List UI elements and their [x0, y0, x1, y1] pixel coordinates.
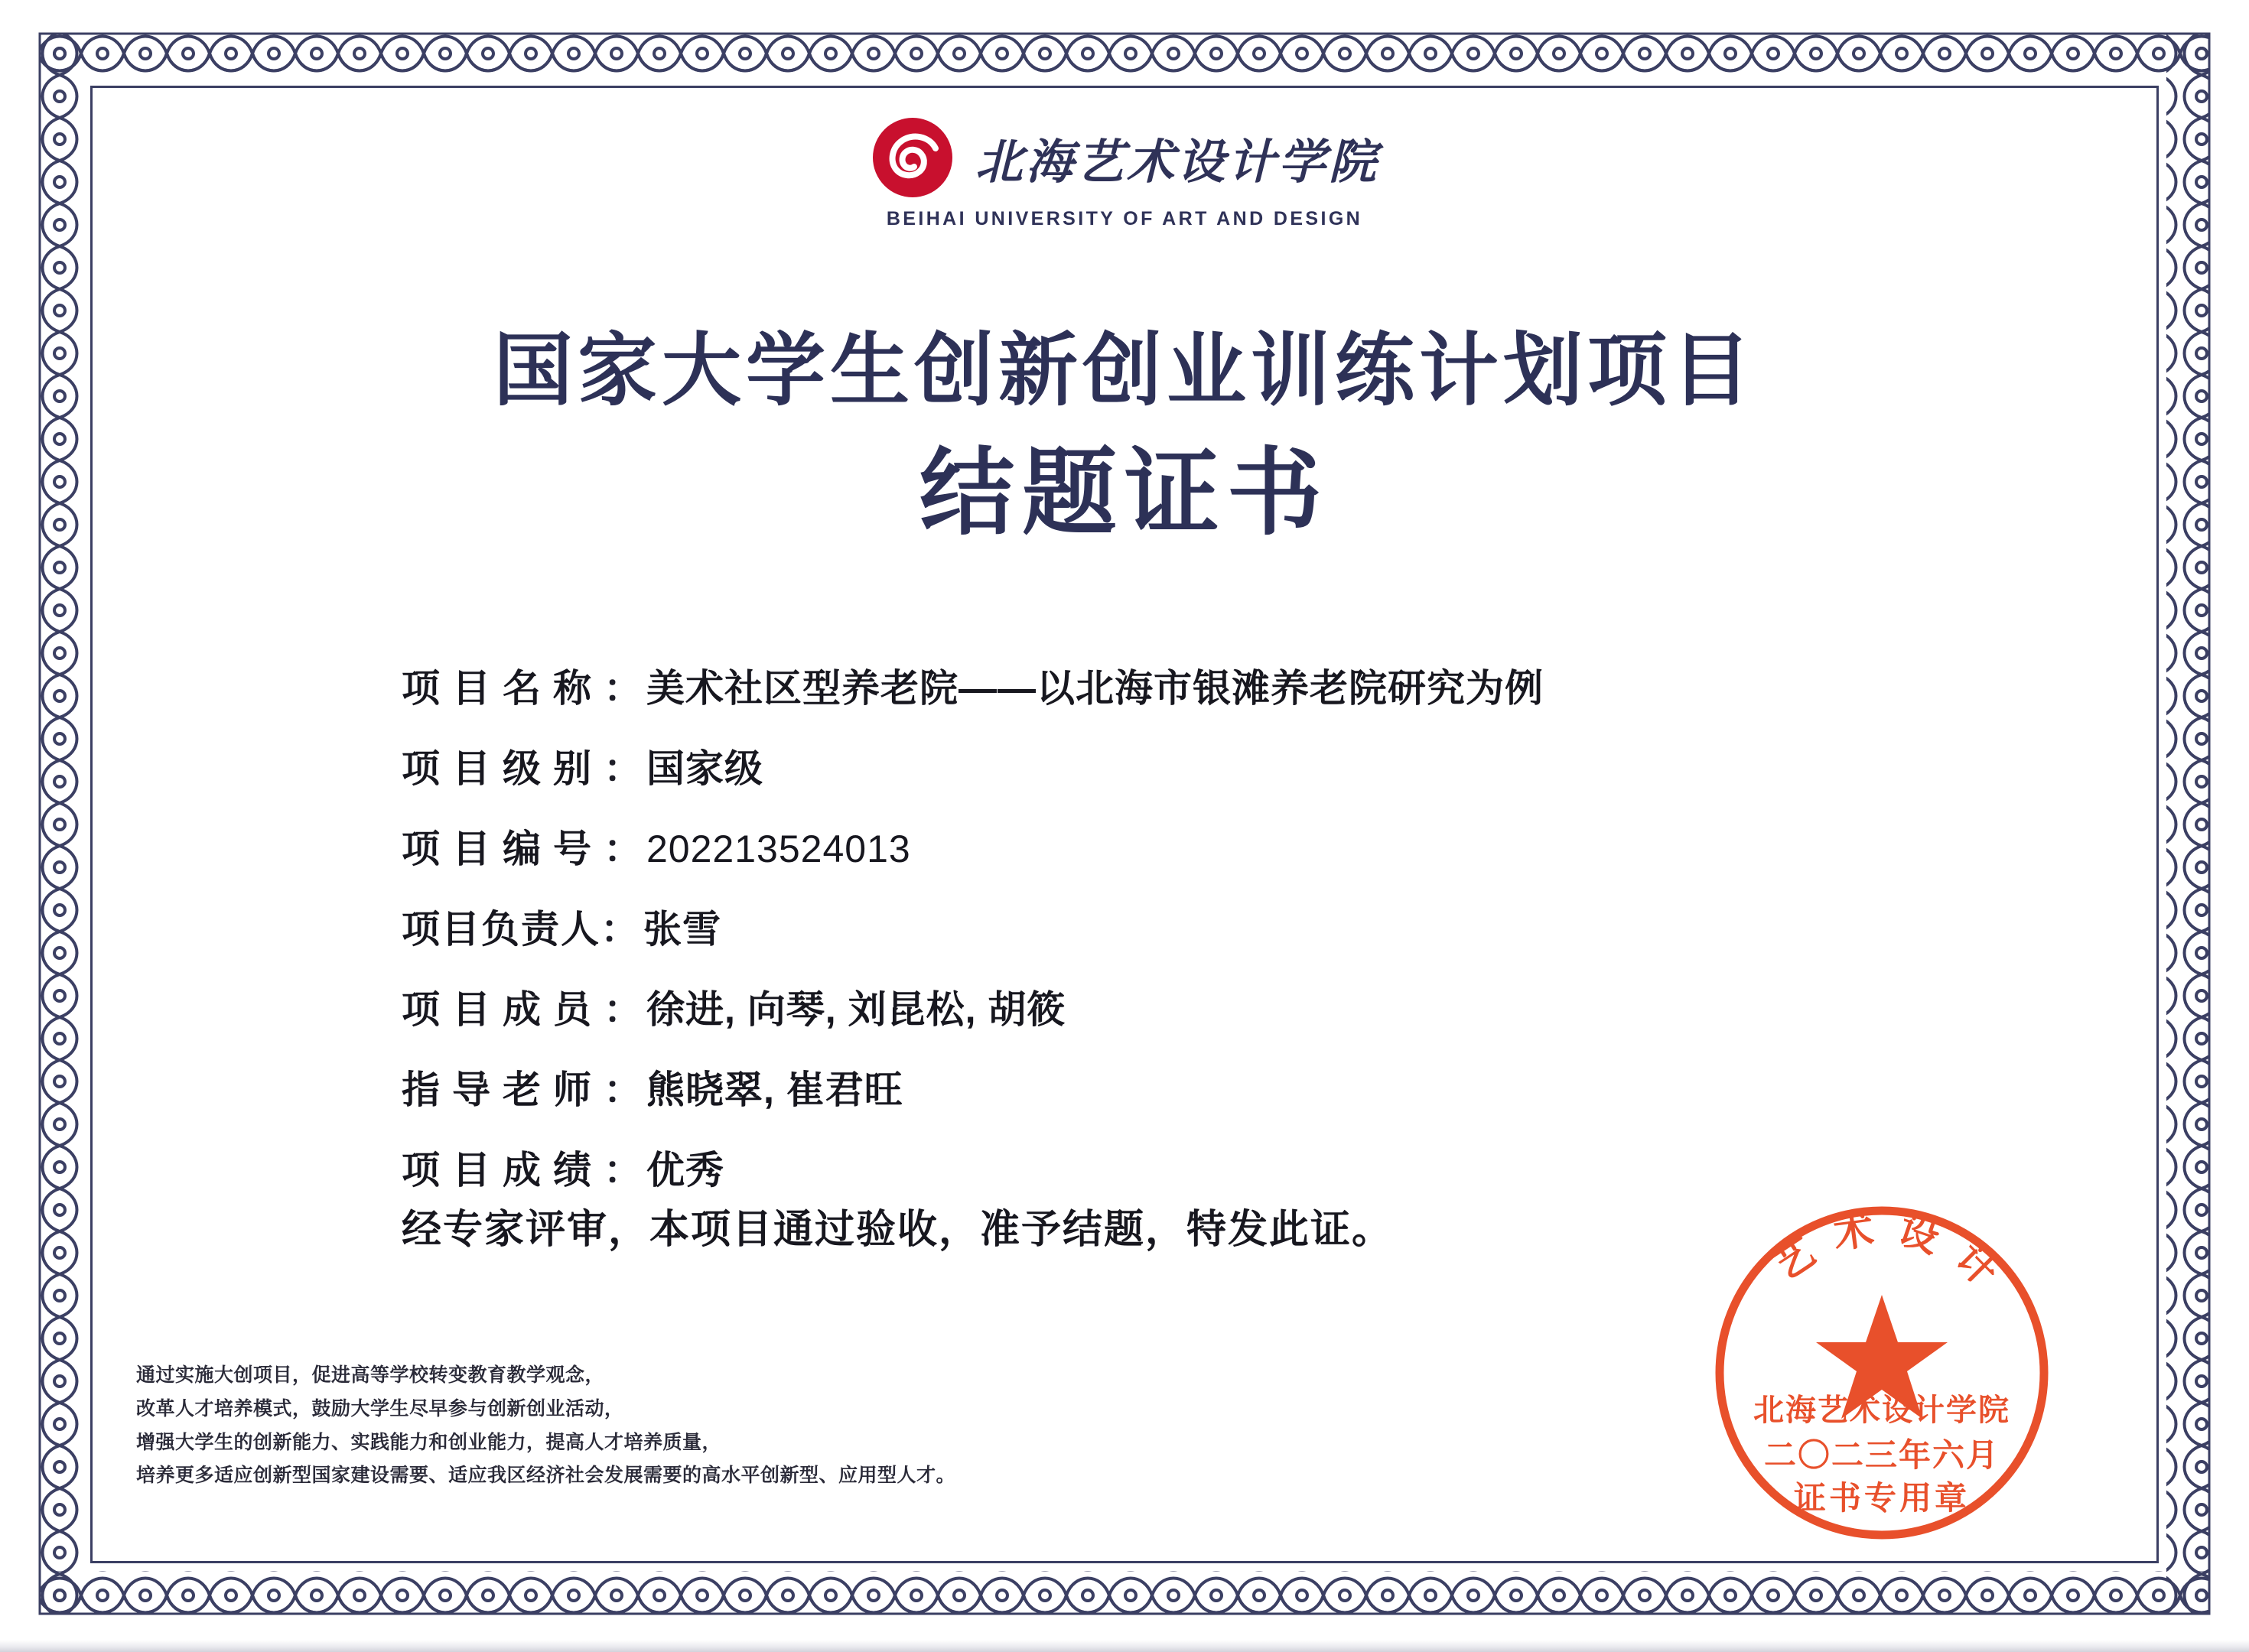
page-bottom-edge: [0, 1640, 2249, 1652]
field-colon: ：: [604, 1068, 642, 1111]
field-colon: ：: [604, 667, 642, 710]
field-row-project-number: [402, 818, 1932, 873]
field-colon: ：: [604, 747, 642, 790]
official-red-seal-icon: [1706, 1197, 2058, 1549]
field-row-grade: [402, 1140, 1932, 1195]
field-row-project-leader: [402, 899, 1932, 954]
svg-text:艺术设计: 艺术设计: [1766, 1205, 2020, 1309]
certificate-title-line1: 国家大学生创新创业训练计划项目: [493, 327, 1756, 415]
field-row-project-members: [402, 979, 1932, 1034]
footer-note-line-2: 改革人才培养模式，鼓励大学生尽早参与创新创业活动，: [136, 1398, 624, 1419]
field-label: 指导老师: [402, 1068, 604, 1111]
field-label: 项目编号: [402, 828, 604, 870]
svg-text:证书专用章: 证书专用章: [1793, 1481, 1971, 1517]
svg-text:北海艺术设计学院: 北海艺术设计学院: [1753, 1393, 2010, 1427]
field-value-project-level: 国家级: [646, 747, 763, 790]
field-label: 项目级别: [402, 747, 604, 790]
field-row-project-name: [402, 658, 1932, 713]
certificate-title-line2: 结题证书: [919, 441, 1330, 546]
field-colon: ：: [604, 1149, 642, 1192]
approval-statement: 经专家评审，本项目通过验收，准予结题，特发此证。: [402, 1208, 1394, 1252]
field-value-project-number: 202213524013: [646, 828, 911, 870]
footer-note-line-4: 培养更多适应创新型国家建设需要、适应我区经济社会发展需要的高水平创新型、应用型人才。: [136, 1465, 956, 1487]
field-label: 项目成绩: [402, 1149, 604, 1192]
field-row-project-level: [402, 738, 1932, 793]
footer-note-line-1: 通过实施大创项目，促进高等学校转变教育教学观念，: [136, 1365, 605, 1386]
field-value-grade: 优秀: [646, 1149, 724, 1192]
field-value-project-members: 徐进, 向琴, 刘昆松, 胡筱: [646, 988, 1066, 1031]
field-label: 项目负责人: [402, 908, 600, 951]
institution-name-en: BEIHAI UNIVERSITY OF ART AND DESIGN: [886, 208, 1363, 229]
footer-note-line-3: 增强大学生的创新能力、实践能力和创业能力，提高人才培养质量，: [136, 1432, 722, 1453]
field-colon: ：: [604, 828, 642, 870]
field-colon: ：: [600, 908, 639, 951]
field-value-project-leader: 张雪: [643, 908, 721, 951]
field-row-advisors: [402, 1059, 1932, 1114]
field-value-project-name: 美术社区型养老院——以北海市银滩养老院研究为例: [646, 667, 1544, 710]
institution-name-cn: 北海艺术设计学院: [975, 136, 1379, 189]
field-label: 项目成员: [402, 988, 604, 1031]
certificate-fields: [402, 658, 1932, 1220]
institution-logo-block: [0, 115, 2249, 230]
field-label: 项目名称: [402, 667, 604, 710]
svg-text:二〇二三年六月: 二〇二三年六月: [1763, 1439, 2000, 1474]
field-colon: ：: [604, 988, 642, 1031]
field-value-advisors: 熊晓翠, 崔君旺: [646, 1068, 903, 1111]
footer-note: [136, 1359, 955, 1493]
spiral-wave-logo-icon: [870, 115, 955, 200]
